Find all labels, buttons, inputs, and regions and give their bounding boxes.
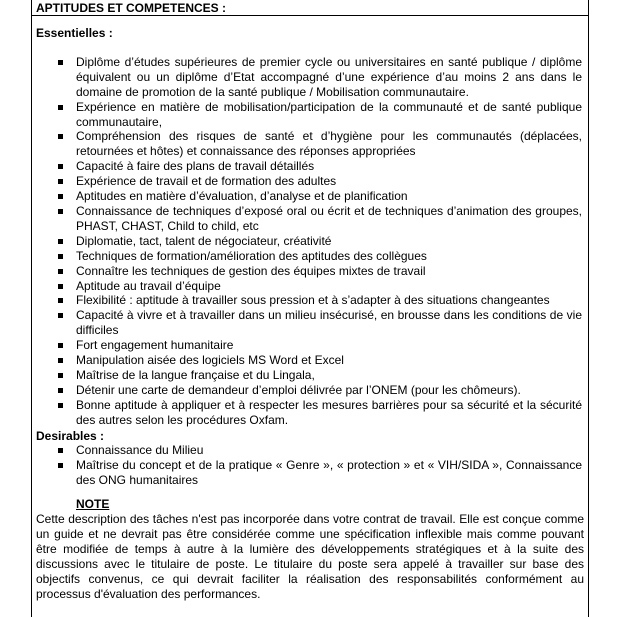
essentielles-heading: Essentielles : [36, 26, 113, 40]
list-item: Détenir une carte de demandeur d’emploi délivrée par l’ONEM (pour les chômeurs). [32, 383, 588, 398]
list-item: Bonne aptitude à appliquer et à respecter les mesures barrières pour sa sécurité et la sécurité des autres selon les procédures Oxfam. [32, 398, 588, 428]
list-item: Expérience de travail et de formation des adultes [32, 174, 588, 189]
list-item: Techniques de formation/amélioration des aptitudes des collègues [32, 249, 588, 264]
list-item: Compréhension des risques de santé et d’hygiène pour les communautés (déplacées, retournées et hôtes) et connaissance des réponses appropriées [32, 129, 588, 159]
essentielles-list [32, 55, 588, 428]
list-item: Flexibilité : aptitude à travailler sous pression et à s’adapter à des situations changeantes [32, 293, 588, 308]
desirables-heading: Desirables : [36, 428, 105, 443]
list-item: Maîtrise du concept et de la pratique « Genre », « protection » et « VIH/SIDA », Connaissance des ONG humanitaires [32, 458, 588, 488]
list-item: Connaissance du Milieu [32, 443, 588, 458]
list-item: Capacité à faire des plans de travail détaillés [32, 159, 588, 174]
list-item: Connaître les techniques de gestion des équipes mixtes de travail [32, 264, 588, 279]
note-text: Cette description des tâches n'est pas incorporée dans votre contrat de travail. Elle est conçue comme un guide et ne devrait pas être considérée comme une spécification inflexible mais comme pouvant être modifiée de temps à autre à la lumière des développements stratégiques et à la suite des discussions avec le titulaire de poste. Le titulaire du poste sera appelé à travailler sur base des objectifs convenus, ce qui devrait faciliter la réalisation des responsabilités conformément au processus d'évaluation des performances. [36, 512, 584, 601]
list-item: Connaissance de techniques d’exposé oral ou écrit et de techniques d’animation des groupes, PHAST, CHAST, Child to child, etc [32, 204, 588, 234]
list-item: Aptitudes en matière d’évaluation, d’analyse et de planification [32, 189, 588, 204]
list-item: Maîtrise de la langue française et du Lingala, [32, 368, 588, 383]
desirables-list [32, 443, 588, 488]
list-item: Diplôme d’études supérieures de premier cycle ou universitaires en santé publique / diplôme équivalent ou un diplôme d’Etat accompagné d’une expérience d’au moins 2 ans dans le domaine de promotion de la santé publique / Mobilisation communautaire. [32, 55, 588, 100]
list-item: Diplomatie, tact, talent de négociateur, créativité [32, 234, 588, 249]
list-item: Capacité à vivre et à travailler dans un milieu insécurisé, en brousse dans les conditions de vie difficiles [32, 308, 588, 338]
list-item: Expérience en matière de mobilisation/participation de la communauté et de santé publique communautaire, [32, 100, 588, 130]
list-item: Manipulation aisée des logiciels MS Word et Excel [32, 353, 588, 368]
document-page [31, 0, 589, 617]
list-item: Aptitude au travail d’équipe [32, 279, 588, 294]
list-item: Fort engagement humanitaire [32, 338, 588, 353]
note-heading: NOTE [76, 497, 110, 512]
section-title: APTITUDES ET COMPETENCES : [32, 0, 588, 16]
